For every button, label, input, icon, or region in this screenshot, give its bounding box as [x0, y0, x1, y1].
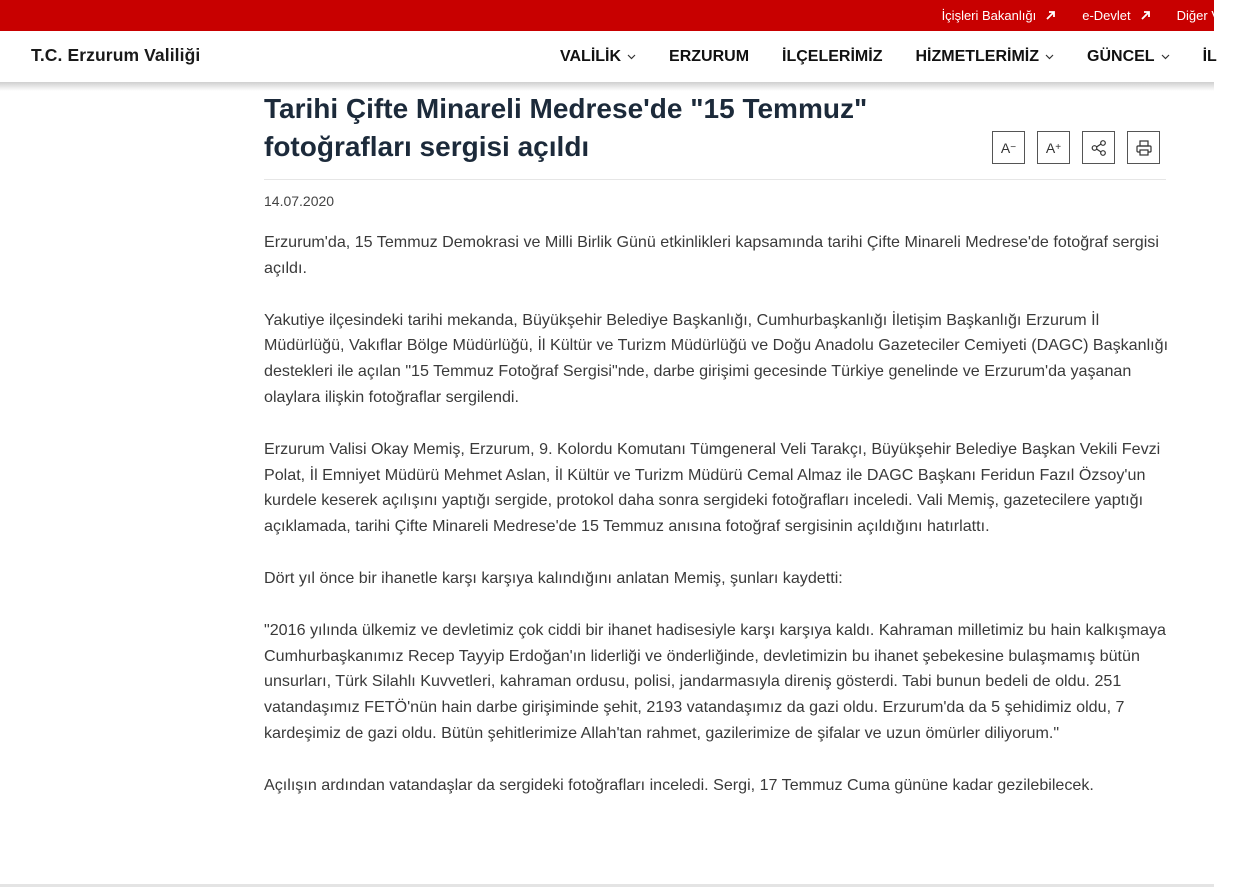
- increase-font-button[interactable]: [1037, 131, 1070, 164]
- nav-item-label: GÜNCEL: [1087, 48, 1155, 65]
- nav-item-label: ERZURUM: [669, 48, 750, 65]
- chevron-down-icon: [1045, 54, 1054, 60]
- nav-item-hizmetlerimiz[interactable]: [915, 48, 1054, 66]
- nav-item-label: İL: [1202, 48, 1217, 65]
- external-arrow-icon: [1140, 10, 1151, 21]
- minus-icon: −: [1010, 142, 1017, 153]
- share-button[interactable]: [1082, 131, 1115, 164]
- nav-item-guncel[interactable]: [1087, 48, 1170, 66]
- article-tools: [992, 131, 1160, 164]
- chevron-down-icon: [1161, 54, 1170, 60]
- title-divider: [264, 179, 1166, 180]
- top-link-label: Diğer V: [1176, 8, 1220, 23]
- article-date: 14.07.2020: [264, 193, 335, 209]
- main-header: [0, 31, 1217, 83]
- decrease-font-button[interactable]: [992, 131, 1025, 164]
- article-paragraph: Yakutiye ilçesindeki tarihi mekanda, Büyükşehir Belediye Başkanlığı, Cumhurbaşkanlığı İletişim Başkanlığı Erzurum İl Müdürlüğü, Vakıflar Bölge Müdürlüğü, İl Kültür ve Turizm Müdürlüğü ve Doğu Anadolu Gazeteciler Cemiyeti (DAGC) Başkanlığı destekleri ile açılan "15 Temmuz Fotoğraf Sergisi"nde, darbe girişimi gecesinde Türkiye genelinde ve Erzurum'da yaşanan olaylara ilişkin fotoğraflar sergilendi.: [264, 310, 1169, 406]
- article-paragraph: Açılışın ardından vatandaşlar da sergideki fotoğrafları inceledi. Sergi, 17 Temmuz Cuma gününe kadar gezilebilecek.: [264, 775, 1094, 794]
- nav-item-label: İLÇELERİMİZ: [782, 48, 883, 65]
- top-utility-bar: [0, 0, 1220, 31]
- top-link-label: e-Devlet: [1082, 8, 1131, 23]
- article-paragraph: Erzurum'da, 15 Temmuz Demokrasi ve Milli Birlik Günü etkinlikleri kapsamında tarihi Çifte Minareli Medrese'de fotoğraf sergisi açıldı.: [264, 233, 1159, 277]
- main-nav: [560, 48, 1250, 66]
- share-icon: [1090, 139, 1108, 157]
- article-paragraph: Dört yıl önce bir ihanetle karşı karşıya kalındığını anlatan Memiş, şunları kaydetti:: [264, 568, 843, 587]
- nav-item-erzurum[interactable]: [669, 48, 749, 66]
- nav-item-valilik[interactable]: [560, 48, 636, 66]
- top-link-diger[interactable]: [1177, 8, 1220, 23]
- nav-item-label: VALİLİK: [560, 48, 622, 65]
- article-paragraph: Erzurum Valisi Okay Memiş, Erzurum, 9. Kolordu Komutanı Tümgeneral Veli Tarakçı, Büyükşehir Belediye Başkan Vekili Fevzi Polat, İl Emniyet Müdürü Mehmet Aslan, İl Kültür ve Turizm Müdürü Cemal Almaz ile DAGC Başkanı Feridun Fazıl Özsoy'un kurdele keserek açılışını yaptığı sergide, protokol daha sonra sergideki fotoğrafları inceledi. Vali Memiş, gazetecilere yaptığı açıklamada, tarihi Çifte Minareli Medrese'de 15 Temmuz anısına fotoğraf sergisinin açıldığını hatırlattı.: [264, 439, 1161, 536]
- font-letter: A: [1045, 139, 1056, 156]
- external-arrow-icon: [1045, 10, 1056, 21]
- print-icon: [1135, 139, 1153, 157]
- article-title: Tarihi Çifte Minareli Medrese'de "15 Temmuz" fotoğrafları sergisi açıldı: [264, 93, 868, 162]
- article-body: [264, 230, 1169, 825]
- top-link-label: İçişleri Bakanlığı: [941, 8, 1037, 23]
- plus-icon: +: [1055, 142, 1062, 153]
- nav-item-il[interactable]: [1203, 48, 1217, 66]
- site-brand[interactable]: T.C. Erzurum Valiliği: [31, 45, 201, 65]
- print-button[interactable]: [1127, 131, 1160, 164]
- top-links: [916, 0, 1220, 31]
- nav-item-ilcelerimiz[interactable]: [782, 48, 882, 66]
- top-link-edevlet[interactable]: [1082, 8, 1150, 23]
- article-paragraph: "2016 yılında ülkemiz ve devletimiz çok ciddi bir ihanet hadisesiyle karşı karşıya kaldı. Kahraman milletimiz bu hain kalkışmaya Cumhurbaşkanımız Recep Tayyip Erdoğan'ın liderliği ve önderliğinde, devletimizin bu ihanet şebekesine bulaşmamış bütün unsurları, Türk Silahlı Kuvvetleri, kahraman ordusu, polisi, jandarmasıyla direniş gösterdi. Tabi bunun bedeli de oldu. 251 vatandaşımız FETÖ'nün hain darbe girişiminde şehit, 2193 vatandaşımız da gazi oldu. Erzurum'da da 5 şehidimiz oldu, 7 kardeşimiz de gazi oldu. Bütün şehitlerimize Allah'tan rahmet, gazilerimize de şifalar ve uzun ömürler diliyorum.": [264, 620, 1166, 742]
- chevron-down-icon: [627, 54, 636, 60]
- font-letter: A: [1000, 139, 1011, 156]
- top-link-icisleri[interactable]: [942, 8, 1057, 23]
- nav-item-label: HİZMETLERİMİZ: [915, 48, 1040, 65]
